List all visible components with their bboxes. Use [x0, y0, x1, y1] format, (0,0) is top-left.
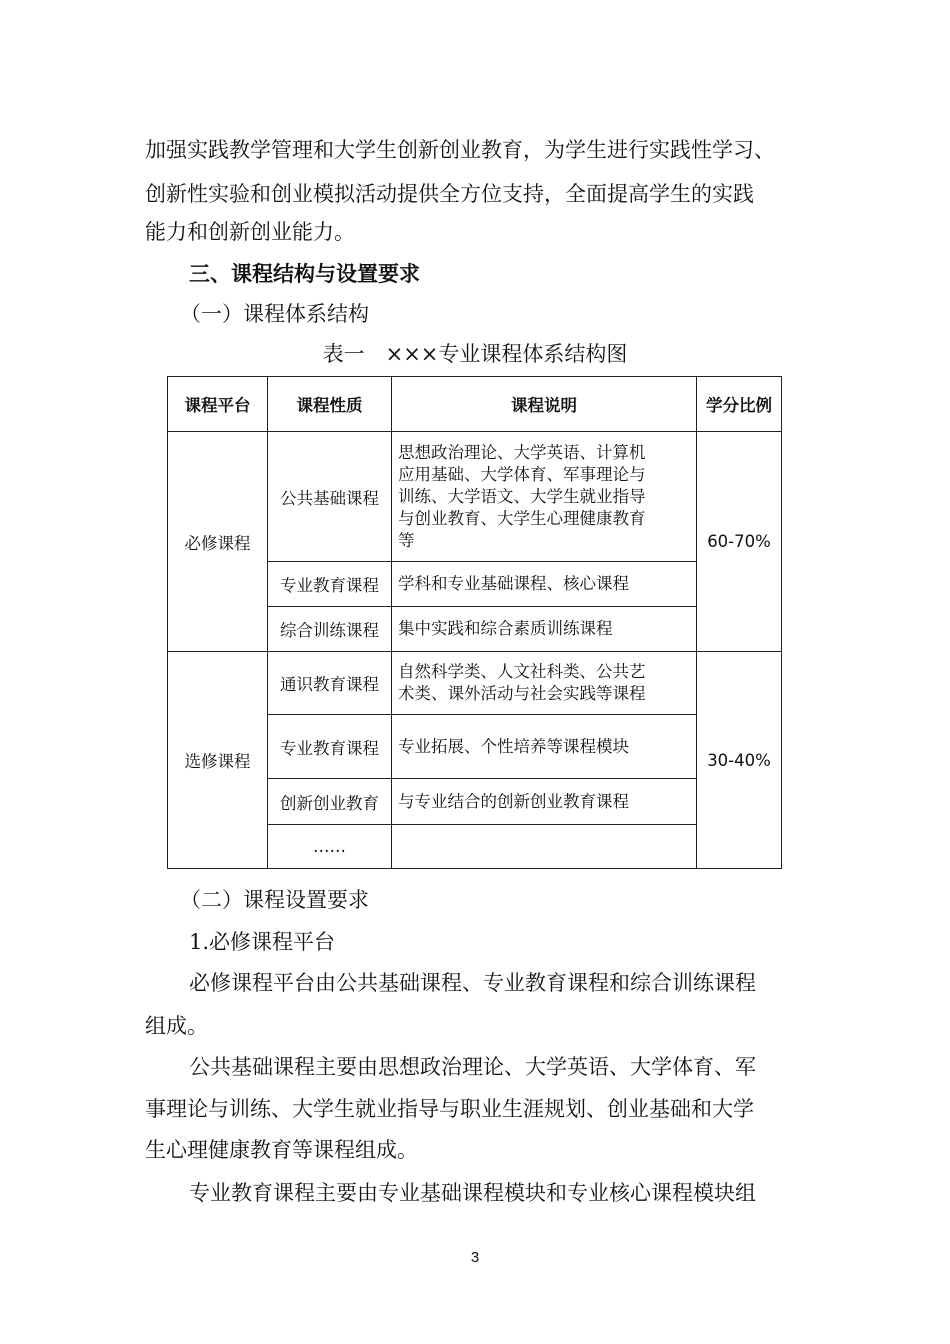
- nature-cell: ……: [268, 825, 392, 869]
- description-line: 思想政治理论、大学英语、计算机: [398, 442, 646, 462]
- paragraph-line: 公共基础课程主要由思想政治理论、大学英语、大学体育、军: [189, 1055, 756, 1079]
- table-caption: 表一 ×××专业课程体系结构图: [322, 342, 628, 366]
- paragraph-line: 能力和创新创业能力。: [145, 220, 355, 244]
- table-row: [168, 652, 782, 715]
- platform-cell: 必修课程: [168, 432, 268, 652]
- nature-cell: 创新创业教育: [268, 779, 392, 825]
- item-heading: 1.必修课程平台: [189, 930, 336, 954]
- nature-cell: 通识教育课程: [268, 652, 392, 715]
- description-line: 等: [398, 530, 415, 550]
- header-platform: 课程平台: [168, 377, 268, 432]
- header-nature: 课程性质: [268, 377, 392, 432]
- page-number: 3: [470, 1249, 480, 1266]
- description-cell: [392, 825, 697, 869]
- nature-cell: 专业教育课程: [268, 715, 392, 779]
- description-cell: [392, 432, 697, 562]
- paragraph-line: 组成。: [145, 1014, 208, 1038]
- paragraph-line: 创新性实验和创业模拟活动提供全方位支持，全面提高学生的实践: [145, 182, 754, 206]
- ratio-cell: 60-70%: [697, 432, 782, 652]
- description-cell: [392, 652, 697, 715]
- description-line: 与创业教育、大学生心理健康教育: [398, 508, 646, 528]
- course-structure-table: [167, 376, 782, 869]
- ratio-cell: 30-40%: [697, 652, 782, 869]
- nature-cell: 公共基础课程: [268, 432, 392, 562]
- table-header-row: [168, 377, 782, 432]
- paragraph-line: 加强实践教学管理和大学生创新创业教育，为学生进行实践性学习、: [145, 138, 775, 162]
- nature-cell: 专业教育课程: [268, 562, 392, 607]
- description-cell: 学科和专业基础课程、核心课程: [392, 562, 697, 607]
- description-line: 自然科学类、人文社科类、公共艺: [398, 662, 646, 681]
- section-heading: 三、课程结构与设置要求: [189, 262, 420, 286]
- paragraph-line: 必修课程平台由公共基础课程、专业教育课程和综合训练课程: [189, 971, 756, 995]
- description-line: 训练、大学语文、大学生就业指导: [398, 486, 646, 506]
- sub-heading: （二）课程设置要求: [180, 888, 369, 912]
- description-cell: 与专业结合的创新创业教育课程: [392, 779, 697, 825]
- description-line: 术类、课外活动与社会实践等课程: [398, 684, 646, 703]
- paragraph-line: 生心理健康教育等课程组成。: [145, 1138, 418, 1162]
- header-description: 课程说明: [392, 377, 697, 432]
- nature-cell: 综合训练课程: [268, 607, 392, 652]
- description-cell: 专业拓展、个性培养等课程模块: [392, 715, 697, 779]
- description-line: 应用基础、大学体育、军事理论与: [398, 464, 646, 484]
- header-credit-ratio: 学分比例: [697, 377, 782, 432]
- platform-cell: 选修课程: [168, 652, 268, 869]
- description-cell: 集中实践和综合素质训练课程: [392, 607, 697, 652]
- paragraph-line: 事理论与训练、大学生就业指导与职业生涯规划、创业基础和大学: [145, 1097, 754, 1121]
- sub-heading: （一）课程体系结构: [180, 302, 369, 326]
- table-row: [168, 432, 782, 562]
- paragraph-line: 专业教育课程主要由专业基础课程模块和专业核心课程模块组: [189, 1181, 756, 1205]
